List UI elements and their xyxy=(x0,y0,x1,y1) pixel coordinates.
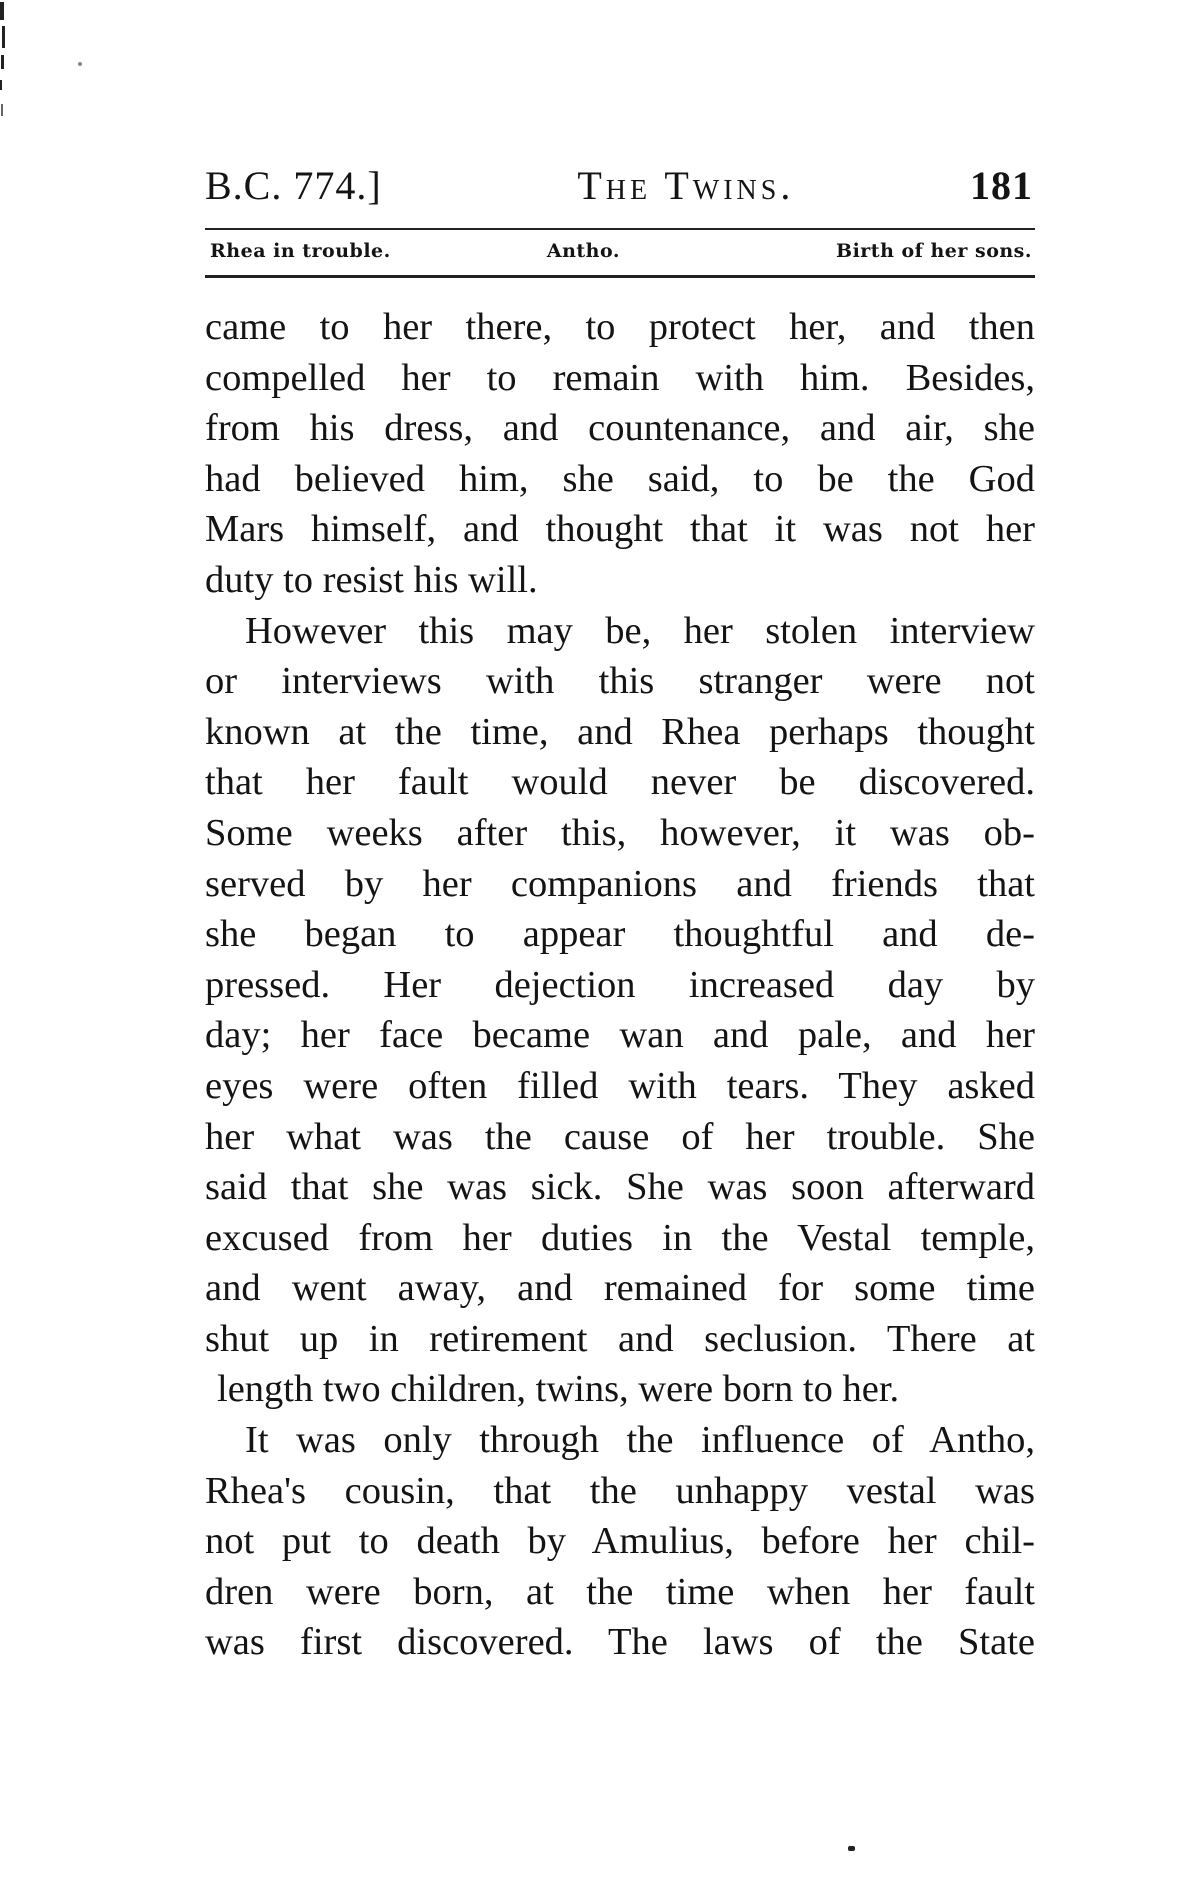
text-line: pressed. Her dejection increased day by xyxy=(205,963,1035,1006)
text-line: However this may be, her stolen interview xyxy=(245,609,1035,652)
text-line: It was only through the influence of Antho, xyxy=(245,1419,1035,1462)
ink-dot xyxy=(848,1846,855,1851)
side-notes xyxy=(210,240,1032,262)
text-line: day; her face became wan and pale, and her xyxy=(205,1014,1035,1057)
side-note-center: Antho. xyxy=(546,240,620,262)
text-line: that her fault would never be discovered. xyxy=(205,761,1035,804)
text-line: shut up in retirement and seclusion. There at xyxy=(205,1317,1035,1360)
scan-speck xyxy=(1,55,4,69)
text-line: or interviews with this stranger were not xyxy=(205,660,1035,703)
text-line: known at the time, and Rhea perhaps thought xyxy=(205,710,1035,753)
text-line: duty to resist his will. xyxy=(205,558,538,601)
text-line: and went away, and remained for some time xyxy=(205,1267,1035,1310)
text-line: came to her there, to protect her, and then xyxy=(205,306,1035,348)
text-line: Some weeks after this, however, it was ob- xyxy=(205,811,1035,854)
header-date: B.C. 774.] xyxy=(205,163,382,208)
text-line: Rhea's cousin, that the unhappy vestal was xyxy=(205,1469,1035,1512)
running-head xyxy=(205,162,1033,218)
text-line: length two children, twins, were born to her. xyxy=(217,1368,900,1411)
scan-speck xyxy=(0,80,2,90)
text-line: compelled her to remain with him. Besides, xyxy=(205,356,1035,399)
text-line: her what was the cause of her trouble. She xyxy=(205,1115,1035,1158)
subheader-rule xyxy=(205,275,1035,278)
text-line: Mars himself, and thought that it was not her xyxy=(205,508,1035,551)
text-line: dren were born, at the time when her fault xyxy=(205,1570,1035,1613)
scan-speck xyxy=(78,62,82,66)
text-line: excused from her duties in the Vestal temple, xyxy=(205,1216,1035,1259)
text-line: served by her companions and friends that xyxy=(205,862,1035,905)
page-number: 181 xyxy=(969,163,1033,208)
text-line: from his dress, and countenance, and air, she xyxy=(205,407,1035,450)
header-rule xyxy=(205,228,1035,230)
side-note-left: Rhea in trouble. xyxy=(210,240,391,262)
text-line: had believed him, she said, to be the God xyxy=(205,457,1035,500)
body-text xyxy=(205,302,1035,1668)
scan-speck xyxy=(2,26,5,48)
header-title: The Twins. xyxy=(577,163,795,208)
scan-speck xyxy=(0,2,4,20)
text-line: said that she was sick. She was soon afterward xyxy=(205,1166,1035,1209)
side-note-right: Birth of her sons. xyxy=(836,240,1032,262)
text-line: she began to appear thoughtful and de- xyxy=(205,913,1035,956)
scan-speck xyxy=(1,104,3,116)
text-line: not put to death by Amulius, before her chil- xyxy=(205,1520,1035,1563)
text-line: was first discovered. The laws of the State xyxy=(205,1621,1035,1664)
text-line: eyes were often filled with tears. They asked xyxy=(205,1064,1035,1107)
